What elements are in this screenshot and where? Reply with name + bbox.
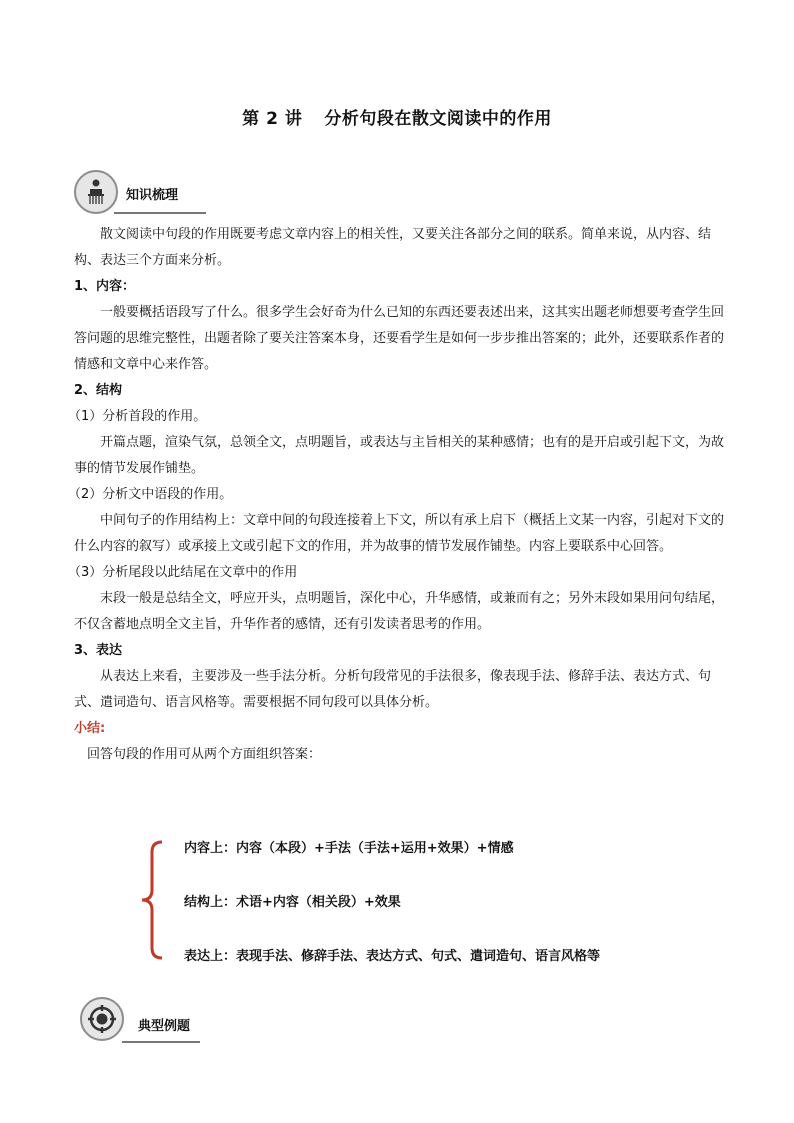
summary-line-structure: 结构上：术语+内容（相关段）+效果 — [184, 895, 401, 910]
structure-item-1-label: （1）分析首段的作用。 — [68, 409, 207, 424]
summary-line-content: 内容上：内容（本段）+手法（手法+运用+效果）+情感 — [184, 841, 514, 856]
lecture-topic: 分析句段在散文阅读中的作用 — [324, 109, 552, 129]
summary-intro: 回答句段的作用可从两个方面组织答案： — [87, 747, 322, 762]
section-header-knowledge — [74, 170, 204, 220]
summary-label: 小结: — [74, 721, 106, 736]
content-paragraph: 一般要概括语段写了什么。很多学生会好奇为什么已知的东西还要表述出来，这其实出题老师想要考查学生回答问题的思维完整性，出题者除了要关注答案本身，还要看学生是如何一步步推出答案的；此外，还要联系作者的情感和文章中心来作答。 — [74, 305, 725, 372]
lecture-number: 第 2 讲 — [242, 109, 303, 129]
target-icon — [80, 997, 124, 1041]
structure-heading: 2、结构 — [74, 383, 123, 398]
expression-heading: 3、表达 — [74, 643, 123, 658]
section-underline — [122, 1041, 200, 1043]
section-underline — [114, 212, 206, 214]
structure-item-3-label: （3）分析尾段以此结尾在文章中的作用 — [68, 565, 298, 580]
section-header-examples — [80, 997, 210, 1047]
structure-item-3-body: 末段一般是总结全文，呼应开头，点明题旨，深化中心，升华感情，或兼而有之；另外末段如果用问句结尾，不仅含蓄地点明全文主旨，升华作者的感情，还有引发读者思考的作用。 — [74, 591, 725, 632]
section-label: 典型例题 — [138, 1019, 191, 1034]
page-title — [0, 104, 794, 129]
summary-bracket-block — [140, 830, 700, 970]
intro-paragraph: 散文阅读中句段的作用既要考虑文章内容上的相关性，又要关注各部分之间的联系。简单来说，从内容、结构、表达三个方面来分析。 — [74, 227, 712, 268]
body-text — [68, 222, 734, 768]
structure-item-2-body: 中间句子的作用结构上：文章中间的句段连接着上下文，所以有承上启下（概括上文某一内容，引起对下文的什么内容的叙写）或承接上文或引起下文的作用，并为故事的情节发展作铺垫。内容上要联系中心回答。 — [74, 513, 725, 554]
structure-item-2-label: （2）分析文中语段的作用。 — [68, 487, 233, 502]
person-podium-icon — [74, 170, 118, 214]
structure-item-1-body: 开篇点题，渲染气氛，总领全文，点明题旨，或表达与主旨相关的某种感情；也有的是开启或引起下文，为故事的情节发展作铺垫。 — [74, 435, 725, 476]
section-label: 知识梳理 — [126, 188, 179, 203]
content-heading: 1、内容： — [74, 279, 136, 294]
summary-line-expression: 表达上：表现手法、修辞手法、表达方式、句式、遣词造句、语言风格等 — [184, 949, 601, 964]
curly-bracket — [140, 830, 170, 970]
expression-paragraph: 从表达上来看，主要涉及一些手法分析。分析句段常见的手法很多，像表现手法、修辞手法、表达方式、句式、遣词造句、语言风格等。需要根据不同句段可以具体分析。 — [74, 669, 712, 710]
